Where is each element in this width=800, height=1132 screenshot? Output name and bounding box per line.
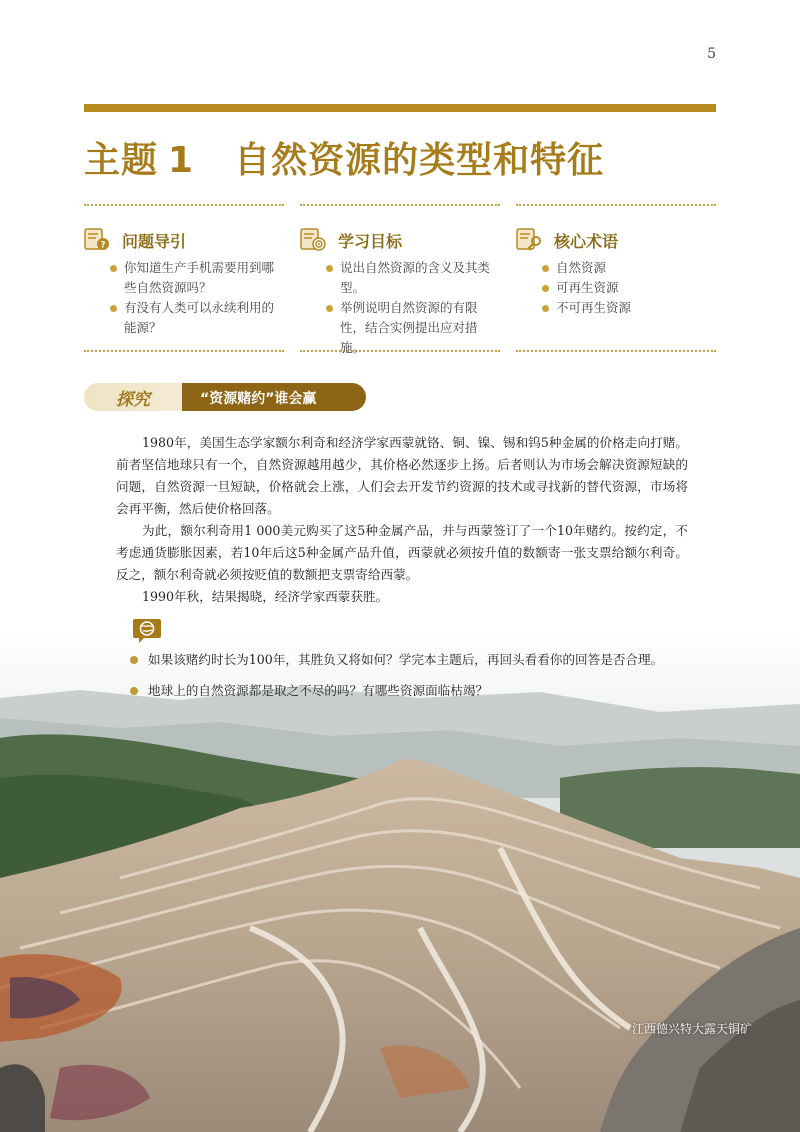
terms-section	[516, 204, 716, 352]
explore-title: “资源赌约”谁会赢	[200, 391, 317, 407]
list-item: 地球上的自然资源都是取之不尽的吗？有哪些资源面临枯竭？	[130, 680, 700, 701]
topic-number: 1	[168, 140, 195, 181]
list-item: 你知道生产手机需要用到哪些自然资源吗？	[110, 258, 284, 298]
discussion-globe-icon	[132, 617, 162, 645]
guide-section	[84, 204, 284, 352]
list-item: 不可再生资源	[542, 298, 716, 318]
key-doc-icon	[516, 228, 542, 252]
list-item: 自然资源	[542, 258, 716, 278]
topic-title: 自然资源的类型和特征	[234, 140, 605, 181]
list-item: 有没有人类可以永续利用的能源？	[110, 298, 284, 338]
case-text	[116, 432, 688, 608]
target-doc-icon	[300, 228, 326, 252]
page-title	[84, 132, 604, 183]
question-doc-icon	[84, 228, 110, 252]
svg-text:?: ?	[100, 240, 106, 251]
goals-title: 学习目标	[338, 231, 403, 251]
paragraph: 为此，额尔利奇用1 000美元购买了这5种金属产品，并与西蒙签订了一个10年赌约。按约定，不考虑通货膨胀因素，若10年后这5种金属产品升值，西蒙就必须按升值的数额寄一张支票给额尔利奇。反之，额尔利奇就必须按贬值的数额把支票寄给西蒙。	[116, 523, 688, 582]
guide-list	[110, 258, 284, 338]
discussion-questions	[130, 649, 700, 701]
list-item: 举例说明自然资源的有限性，结合实例提出应对措施。	[326, 298, 500, 358]
list-item: 如果该赌约时长为100年，其胜负又将如何？学完本主题后，再回头看看你的回答是否合理。	[130, 649, 700, 670]
paragraph: 1990年秋，结果揭晓，经济学家西蒙获胜。	[142, 589, 389, 604]
page-number: 5	[707, 46, 716, 62]
list-item: 可再生资源	[542, 278, 716, 298]
paragraph: 1980年，美国生态学家额尔利奇和经济学家西蒙就铬、铜、镍、锡和钨5种金属的价格走向打赌。前者坚信地球只有一个，自然资源越用越少，其价格必然逐步上扬。后者则认为市场会解决资源短缺的问题，自然资源一旦短缺，价格就会上涨，人们会去开发节约资源的技术或寻找新的替代资源，市场将会再平衡，然后使价格回落。	[116, 435, 688, 516]
terms-list	[542, 258, 716, 318]
title-rule	[84, 104, 716, 112]
goals-section	[300, 204, 500, 355]
topic-label: 主题	[84, 140, 159, 181]
mine-photo	[0, 628, 800, 1132]
terms-title: 核心术语	[554, 231, 619, 251]
goals-list	[326, 258, 500, 358]
list-item: 说出自然资源的含义及其类型。	[326, 258, 500, 298]
explore-label: 探究	[116, 390, 150, 410]
photo-caption: 江西德兴特大露天铜矿	[631, 1022, 752, 1036]
guide-title: 问题导引	[122, 231, 187, 251]
explore-banner	[84, 383, 366, 411]
